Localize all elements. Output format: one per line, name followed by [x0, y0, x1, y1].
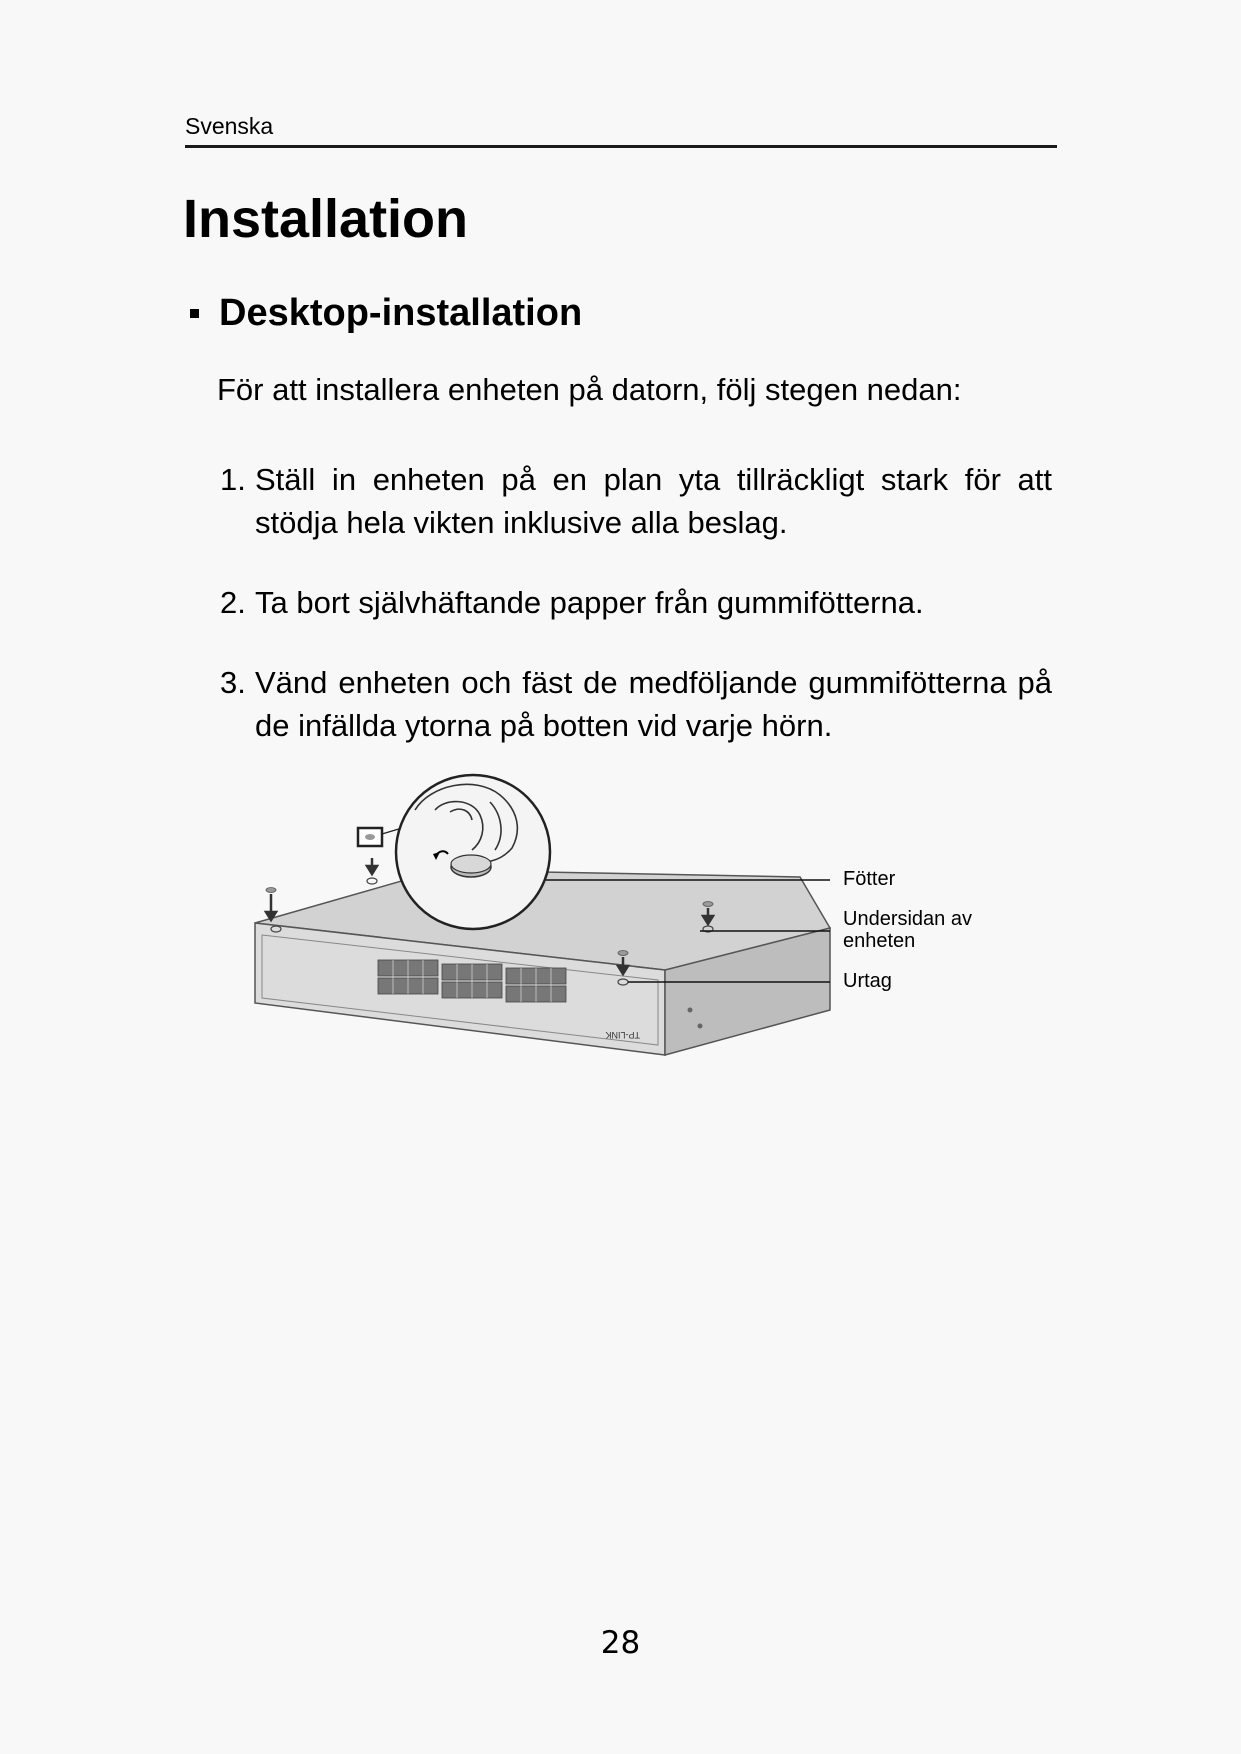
- magnifier-circle: [396, 775, 550, 929]
- header-divider: [185, 145, 1057, 148]
- section-heading-text: Desktop-installation: [219, 292, 583, 334]
- step-item: [220, 581, 1052, 624]
- bullet-icon: [190, 309, 199, 318]
- step-number: 3.: [220, 665, 246, 700]
- step-text: Ställ in enheten på en plan yta tillräckligt stark för att stödja hela vikten inklusive alla beslag.: [255, 462, 1052, 540]
- brand-mark: TP-LINK: [605, 1030, 640, 1040]
- intro-text: För att installera enheten på datorn, följ stegen nedan:: [217, 372, 962, 407]
- section-heading: [190, 292, 582, 335]
- callout-feet: Fötter: [843, 868, 896, 890]
- step-text: Vänd enheten och fäst de medföljande gummifötterna på de infällda ytorna på botten vid varje hörn.: [255, 665, 1052, 743]
- page-title: Installation: [183, 189, 469, 249]
- step-item: [220, 661, 1052, 747]
- steps-list: [220, 458, 1052, 784]
- step-text: Ta bort självhäftande papper från gummifötterna.: [255, 585, 924, 620]
- installation-figure: [250, 770, 1010, 1070]
- step-number: 2.: [220, 585, 246, 620]
- header-language: Svenska: [185, 113, 274, 139]
- step-number: 1.: [220, 462, 246, 497]
- callout-bottom: Undersidan av enheten: [843, 908, 972, 952]
- step-item: [220, 458, 1052, 544]
- page-number: 28: [600, 1625, 641, 1661]
- callout-groove: Urtag: [843, 970, 892, 992]
